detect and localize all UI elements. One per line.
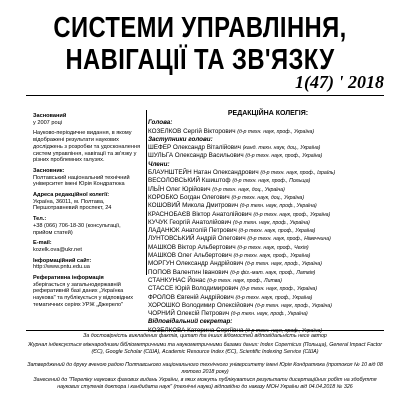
- person-name: КУЧУК Георгій Анатолійович: [148, 218, 234, 226]
- info-text: у 2007 році: [33, 119, 63, 126]
- person-credentials: (д-р техн. наук, проф., Україна): [233, 219, 310, 226]
- journal-title-line1: СИСТЕМИ УПРАВЛІННЯ,: [53, 12, 347, 44]
- info-block: [33, 168, 141, 188]
- person-name: ФРОЛОВ Євгеній Андрійович: [148, 293, 236, 301]
- info-text: зберігається у загальнодержавній реферативній базі даних „Українка наукова" та публікується у відповідних тематичних серіях УРЖ „Джерело": [33, 281, 134, 308]
- person-credentials: (д-р техн. наук, проф., Німеччина): [247, 236, 331, 243]
- info-block: [33, 216, 141, 236]
- person-credentials: (д-р техн. наук, проф., Україна): [245, 153, 323, 160]
- head-name: КОЗЕЛКОВ Сергій Вікторович: [148, 127, 236, 135]
- member-entry: [148, 219, 388, 227]
- person-name: ШУЛЬГА Олександр Васильович: [148, 152, 246, 160]
- deputy-entry: [148, 144, 388, 152]
- member-entry: [148, 202, 388, 210]
- listing-note: Занесений до "Переліку наукових фахових видань України, в яких можуть публікуватися результати дисертаційних робіт на здобуття наукових ступенів доктора і кандидата наук" (технічні науки) відповідно до наказу МОН України від 04.04.2018 № 326: [33, 377, 377, 390]
- person-name: ПОПОВ Валентин Іванович: [148, 268, 231, 276]
- person-name: КРАСНОБАЄВ Віктор Анатолійович: [148, 210, 254, 218]
- responsibility-note: За достовірність викладених фактів, цитат та інших відомостей відповідальність несе автор: [83, 333, 327, 339]
- person-name: ШЕФЕР Олександр Віталійович: [148, 144, 243, 152]
- info-label: Заснований: [33, 113, 67, 119]
- approval-note: Затверджений до друку вченою радою Полтавського національного технічного університету імені Юрія Кондратюка (протокол № 10 від 08 лютого 2018 року): [27, 362, 383, 375]
- deputy-entry: [148, 152, 388, 160]
- deputy-role: Заступники голови:: [148, 135, 213, 143]
- info-text: +38 (066) 706-18-30 (консультації, прийом статей): [33, 222, 121, 236]
- info-block: [33, 113, 141, 126]
- person-credentials: (д-р техн. наук, проф., Україна): [238, 228, 316, 235]
- member-entry: [148, 294, 388, 302]
- person-credentials: (д-р техн. наук, проф., Україна): [233, 253, 311, 260]
- members-role: Члени:: [148, 160, 170, 168]
- member-entry: [148, 177, 388, 185]
- journal-title-line2: НАВІГАЦІЇ ТА ЗВ'ЯЗКУ: [65, 44, 335, 76]
- info-label: E-mail:: [33, 240, 52, 247]
- person-name: ХОРОШКО Володимир Олексійович: [148, 301, 256, 309]
- info-text: Україна, 36011, м. Полтава, Першотравневий проспект, 24: [33, 198, 112, 212]
- person-credentials: (д-р техн. наук, проф., Литва): [207, 277, 282, 284]
- top-divider: [26, 95, 384, 96]
- members-list: [148, 169, 388, 318]
- member-entry: [148, 186, 388, 194]
- info-block: [33, 130, 141, 164]
- info-text: Науково-періодичне видання, в якому відображені результати наукових досліджень з розробки та удосконалення систем управління, навігації та зв'язку у різних проблемних галузях.: [33, 130, 141, 164]
- secretary-role: Відповідальний секретар:: [148, 318, 233, 326]
- head-credentials: (д-р техн. наук, проф., Україна): [237, 128, 315, 135]
- person-name: КОШОВИЙ Микола Дмитрович: [148, 202, 240, 210]
- member-entry: [148, 244, 388, 252]
- info-label: Адреса редакційної колегії:: [33, 192, 110, 199]
- member-entry: [148, 277, 388, 285]
- journal-info-column: [33, 113, 141, 313]
- issue-number: 1(47) ' 2018: [295, 72, 384, 92]
- person-name: МАШКОВ Віктор Альбертович: [148, 243, 238, 251]
- person-name: БЛАУНШТЕЙН Натан Олександрович: [148, 169, 261, 177]
- person-credentials: (д-р техн. наук, доц., Україна): [212, 186, 285, 193]
- member-entry: [148, 260, 388, 268]
- deputies-list: [148, 144, 388, 161]
- member-entry: [148, 302, 388, 310]
- bottom-divider: [26, 330, 384, 331]
- info-label: Інформаційний сайт:: [33, 257, 92, 264]
- person-name: ЛУНТОВСЬКИЙ Андрій Олегович: [148, 235, 248, 243]
- member-entry: [148, 285, 388, 293]
- info-text: http://www.pntu.edu.ua: [33, 264, 90, 271]
- person-name: МАШКОВ Олег Альбертович: [148, 252, 234, 260]
- person-name: ЧОРНИЙ Олексій Петрович: [148, 310, 231, 318]
- person-name: ВЕСОЛОВСЬКИЙ Кшиштоф: [148, 177, 233, 185]
- person-credentials: (д-р фіз.-мат. наук, проф., Латвія): [230, 269, 316, 276]
- head-entry: [148, 128, 388, 136]
- person-credentials: (д-р техн. наук, проф., Ізраїль): [260, 170, 336, 177]
- person-credentials: (д-р техн. наук, проф., Україна): [253, 211, 331, 218]
- person-credentials: (д-р техн. наук, проф., Україна): [245, 261, 322, 268]
- person-name: СТАССЕ Юрій Володимирович: [148, 285, 241, 293]
- person-name: МОРГУН Олександр Андрійович: [148, 260, 246, 268]
- info-label: Тел.:: [33, 216, 47, 223]
- info-text: Полтавський національний технічний університет імені Юрія Кондратюка: [33, 174, 130, 188]
- editorial-board: [148, 110, 388, 335]
- person-name: ЛАДАНЮК Анатолій Петрович: [148, 227, 239, 235]
- info-block: [33, 258, 141, 271]
- person-name: ІЛЬЇН Олег Юрійович: [148, 185, 213, 193]
- person-credentials: (д-р техн. наук, проф., Україна): [240, 286, 318, 293]
- info-text: kozelk.ova@ukr.net: [33, 246, 82, 253]
- column-divider: [146, 110, 147, 275]
- head-role: Голова:: [148, 119, 173, 127]
- person-credentials: (д-р техн. наук, проф., Польща): [232, 178, 311, 185]
- board-heading: РЕДАКЦІЙНА КОЛЕГІЯ:: [227, 110, 309, 117]
- person-credentials: (д-р техн. наук, проф., Україна): [239, 203, 317, 210]
- person-name: КОРОБКО Богдан Олегович: [148, 193, 232, 201]
- person-credentials: (д-р техн. наук, проф., Чехія): [237, 244, 309, 251]
- person-credentials: (д-р техн. наук, доц., Україна): [231, 194, 305, 201]
- member-entry: [148, 235, 388, 243]
- person-name: СТАНКУНАС Йонас: [148, 276, 208, 284]
- person-credentials: (канд. техн. наук, доц., Україна): [242, 145, 321, 152]
- indexing-note: Журнал індексується міжнародними бібліометричними та наукометричними базами даних: Index Copernicus (Польща), General Impact Factor (ЄС), Google Scholar (США), Academic Resource Index (ЄС), Scientific Indexing Service (США): [28, 342, 382, 355]
- member-entry: [148, 211, 388, 219]
- person-credentials: (д-р техн. наук, проф., Україна): [230, 311, 308, 318]
- info-label: Реферативна інформація: [33, 275, 104, 282]
- info-label: Засновник:: [33, 167, 65, 174]
- info-block: [33, 192, 141, 212]
- info-block: [33, 275, 141, 309]
- member-entry: [148, 269, 388, 277]
- person-credentials: (д-р техн. наук, проф., Україна): [235, 294, 313, 301]
- person-credentials: (д-р техн. наук, проф., Україна): [255, 302, 332, 309]
- info-block: [33, 240, 141, 253]
